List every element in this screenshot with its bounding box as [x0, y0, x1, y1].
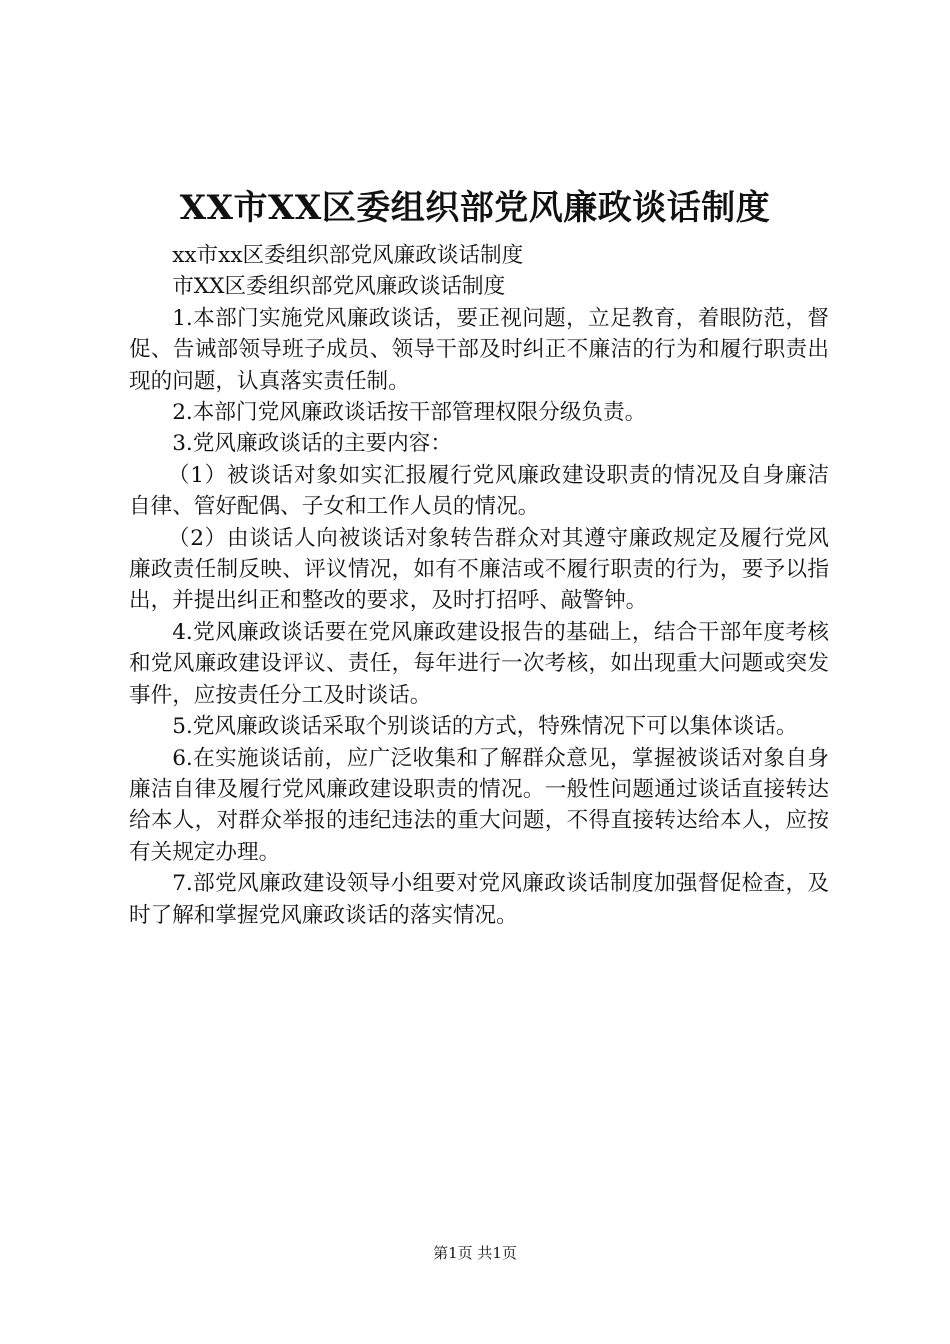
document-body	[129, 240, 829, 931]
body-paragraph: 6.在实施谈话前，应广泛收集和了解群众意见，掌握被谈话对象自身廉洁自律及履行党风廉政建设职责的情况。一般性问题通过谈话直接转达给本人，对群众举报的违纪违法的重大问题，不得直接转达给本人，应按有关规定办理。	[129, 745, 829, 865]
body-paragraph: 2.本部门党风廉政谈话按干部管理权限分级负责。	[172, 400, 647, 426]
body-paragraph: 3.党风廉政谈话的主要内容：	[172, 431, 452, 457]
body-paragraph: 1.本部门实施党风廉政谈话，要正视问题，立足教育，着眼防范，督促、告诫部领导班子成员、领导干部及时纠正不廉洁的行为和履行职责出现的问题，认真落实责任制。	[129, 305, 829, 394]
body-paragraph: xx市xx区委组织部党风廉政谈话制度	[172, 243, 524, 268]
body-paragraph: 7.部党风廉政建设领导小组要对党风廉政谈话制度加强督促检查，及时了解和掌握党风廉政谈话的落实情况。	[129, 871, 829, 928]
page-footer: 第1页 共1页	[433, 1244, 517, 1262]
body-paragraph: （1）被谈话对象如实汇报履行党风廉政建设职责的情况及自身廉洁自律、管好配偶、子女和工作人员的情况。	[129, 462, 829, 520]
document-title: XX市XX区委组织部党风廉政谈话制度	[179, 188, 771, 228]
body-paragraph: 4.党风廉政谈话要在党风廉政建设报告的基础上，结合干部年度考核和党风廉政建设评议、责任，每年进行一次考核，如出现重大问题或突发事件，应按责任分工及时谈话。	[129, 619, 829, 708]
body-paragraph: 市XX区委组织部党风廉政谈话制度	[172, 274, 506, 300]
body-paragraph: 5.党风廉政谈话采取个别谈话的方式，特殊情况下可以集体谈话。	[172, 714, 798, 740]
body-paragraph: （2）由谈话人向被谈话对象转告群众对其遵守廉政规定及履行党风廉政责任制反映、评议情况，如有不廉洁或不履行职责的行为，要予以指出，并提出纠正和整改的要求，及时打招呼、敲警钟。	[129, 525, 829, 614]
